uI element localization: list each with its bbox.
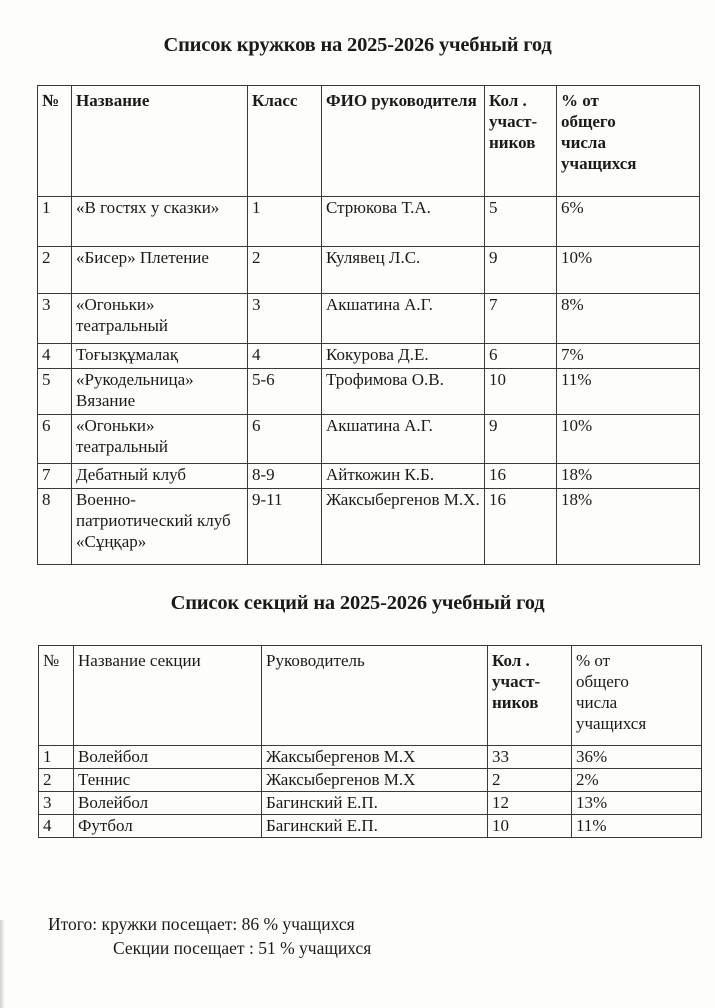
table-row — [39, 769, 702, 792]
header-name: Название секции — [74, 646, 262, 746]
cell-num: 2 — [39, 769, 74, 792]
cell-num: 3 — [38, 294, 72, 344]
cell-grade: 5-6 — [248, 369, 322, 415]
table-row — [39, 792, 702, 815]
circles-table — [37, 85, 700, 565]
cell-name: Футбол — [74, 815, 262, 838]
header-percent: % от общего числа учащихся — [572, 646, 702, 746]
cell-leader: Стрюкова Т.А. — [322, 197, 485, 247]
cell-count: 9 — [485, 415, 557, 464]
cell-percent: 8% — [557, 294, 700, 344]
sections-title: Список секций на 2025-2026 учебный год — [170, 592, 545, 614]
cell-percent: 10% — [557, 415, 700, 464]
header-num: № — [39, 646, 74, 746]
cell-percent: 11% — [557, 369, 700, 415]
table-row — [38, 464, 700, 489]
cell-count: 33 — [488, 746, 572, 769]
totals-sections: Секции посещает : 51 % учащихся — [113, 938, 372, 958]
header-count: Кол . участ- ников — [488, 646, 572, 746]
cell-count: 16 — [485, 489, 557, 565]
cell-percent: 6% — [557, 197, 700, 247]
cell-grade: 1 — [248, 197, 322, 247]
cell-percent: 18% — [557, 464, 700, 489]
cell-num: 1 — [38, 197, 72, 247]
cell-num: 1 — [39, 746, 74, 769]
cell-percent: 11% — [572, 815, 702, 838]
table-row — [38, 247, 700, 294]
header-percent: % от общего числа учащихся — [557, 86, 700, 197]
circles-title: Список кружков на 2025-2026 учебный год — [163, 34, 552, 56]
cell-percent: 18% — [557, 489, 700, 565]
sections-table — [38, 645, 702, 838]
cell-grade: 4 — [248, 344, 322, 369]
cell-name: Волейбол — [74, 746, 262, 769]
cell-count: 10 — [488, 815, 572, 838]
cell-percent: 7% — [557, 344, 700, 369]
cell-grade: 6 — [248, 415, 322, 464]
cell-name: Тоғызқұмалақ — [72, 344, 248, 369]
table-row — [38, 369, 700, 415]
cell-name: Теннис — [74, 769, 262, 792]
cell-num: 5 — [38, 369, 72, 415]
header-leader: ФИО руководителя — [322, 86, 485, 197]
table-row — [38, 197, 700, 247]
cell-num: 2 — [38, 247, 72, 294]
table-row — [39, 815, 702, 838]
cell-num: 4 — [38, 344, 72, 369]
cell-percent: 10% — [557, 247, 700, 294]
totals — [48, 912, 371, 960]
cell-leader: Акшатина А.Г. — [322, 294, 485, 344]
cell-leader: Багинский Е.П. — [262, 815, 488, 838]
cell-leader: Багинский Е.П. — [262, 792, 488, 815]
totals-circles: Итого: кружки посещает: 86 % учащихся — [48, 914, 355, 934]
cell-name: «Огоньки» театральный — [72, 415, 248, 464]
cell-leader: Кулявец Л.С. — [322, 247, 485, 294]
table-row — [38, 489, 700, 565]
table-row — [38, 344, 700, 369]
cell-leader: Айткожин К.Б. — [322, 464, 485, 489]
cell-leader: Акшатина А.Г. — [322, 415, 485, 464]
cell-name: «В гостях у сказки» — [72, 197, 248, 247]
cell-num: 4 — [39, 815, 74, 838]
table-row — [38, 294, 700, 344]
cell-percent: 2% — [572, 769, 702, 792]
header-count: Кол . участ- ников — [485, 86, 557, 197]
cell-num: 8 — [38, 489, 72, 565]
table-row — [39, 746, 702, 769]
cell-name: Дебатный клуб — [72, 464, 248, 489]
cell-grade: 2 — [248, 247, 322, 294]
cell-num: 7 — [38, 464, 72, 489]
table-row — [38, 415, 700, 464]
header-name: Название — [72, 86, 248, 197]
cell-num: 3 — [39, 792, 74, 815]
cell-name: Военно-патриотический клуб «Сұңқар» — [72, 489, 248, 565]
table-header-row — [39, 646, 702, 746]
cell-grade: 9-11 — [248, 489, 322, 565]
cell-leader: Трофимова О.В. — [322, 369, 485, 415]
table-header-row — [38, 86, 700, 197]
cell-name: «Огоньки» театральный — [72, 294, 248, 344]
header-num: № — [38, 86, 72, 197]
cell-leader: Кокурова Д.Е. — [322, 344, 485, 369]
cell-name: Волейбол — [74, 792, 262, 815]
cell-leader: Жаксыбергенов М.Х. — [322, 489, 485, 565]
cell-count: 9 — [485, 247, 557, 294]
cell-percent: 13% — [572, 792, 702, 815]
header-leader: Руководитель — [262, 646, 488, 746]
scan-edge-shadow — [0, 920, 5, 1008]
header-grade: Класс — [248, 86, 322, 197]
cell-percent: 36% — [572, 746, 702, 769]
cell-num: 6 — [38, 415, 72, 464]
cell-count: 12 — [488, 792, 572, 815]
cell-grade: 3 — [248, 294, 322, 344]
cell-leader: Жаксыбергенов М.Х — [262, 769, 488, 792]
cell-count: 7 — [485, 294, 557, 344]
cell-count: 6 — [485, 344, 557, 369]
cell-name: «Рукодельница» Вязание — [72, 369, 248, 415]
cell-count: 16 — [485, 464, 557, 489]
cell-count: 5 — [485, 197, 557, 247]
cell-leader: Жаксыбергенов М.Х — [262, 746, 488, 769]
cell-count: 10 — [485, 369, 557, 415]
cell-name: «Бисер» Плетение — [72, 247, 248, 294]
cell-count: 2 — [488, 769, 572, 792]
cell-grade: 8-9 — [248, 464, 322, 489]
